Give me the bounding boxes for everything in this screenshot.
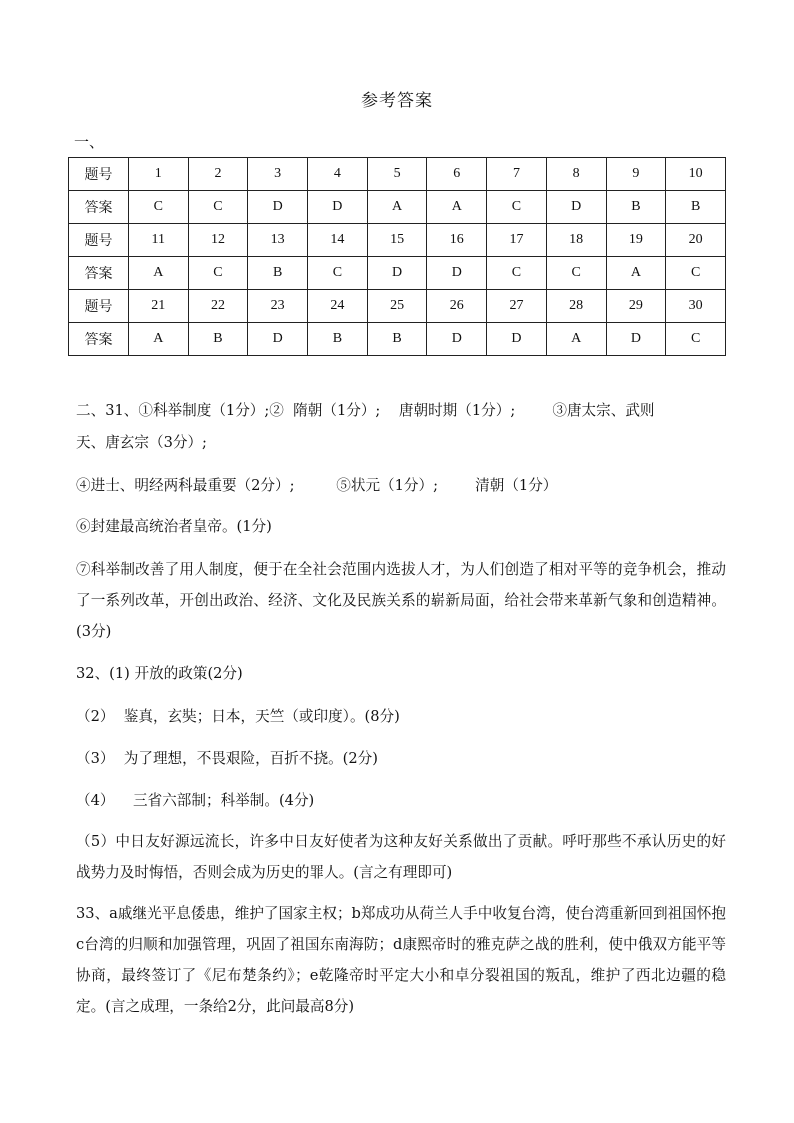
table-cell: 23 <box>248 290 308 323</box>
table-cell: C <box>308 257 368 290</box>
table-cell: A <box>128 323 188 356</box>
q32-line-3: （3） 为了理想，不畏艰险，百折不挠。(2分) <box>76 750 378 767</box>
table-cell: C <box>487 257 547 290</box>
table-cell: D <box>308 191 368 224</box>
table-cell: A <box>606 257 666 290</box>
table-cell: A <box>367 191 427 224</box>
table-cell: B <box>248 257 308 290</box>
table-cell: D <box>606 323 666 356</box>
table-cell: B <box>606 191 666 224</box>
table-cell: B <box>367 323 427 356</box>
table-cell: D <box>487 323 547 356</box>
table-cell: 15 <box>367 224 427 257</box>
q32-line-2: （2） 鉴真，玄奘；日本，天竺（或印度）。(8分) <box>76 708 400 725</box>
table-cell: A <box>546 323 606 356</box>
table-cell: B <box>666 191 726 224</box>
table-cell: 28 <box>546 290 606 323</box>
q32-line-4: （4） 三省六部制；科举制。(4分) <box>76 792 315 809</box>
q33-paragraph: 33、a戚继光平息倭患，维护了国家主权；b郑成功从荷兰人手中收复台湾，使台湾重新回到祖国怀抱 c台湾的归顺和加强管理，巩固了祖国东南海防；d康熙帝时的雅克萨之战的胜利，使中俄双方能平等协商，最终签订了《尼布楚条约》；e乾隆帝时平定大小和卓分裂祖国的叛乱，维护了西北边疆的稳定。(言之成理，一条给2分，此问最高8分) <box>76 905 726 1015</box>
table-cell: 14 <box>308 224 368 257</box>
table-cell: C <box>666 323 726 356</box>
row-header-cell: 题号 <box>69 158 129 191</box>
table-row <box>69 290 726 323</box>
table-cell: C <box>128 191 188 224</box>
table-cell: B <box>188 323 248 356</box>
table-cell: C <box>188 257 248 290</box>
table-cell: 25 <box>367 290 427 323</box>
section-one-label: 一、 <box>74 133 105 151</box>
table-cell: D <box>367 257 427 290</box>
table-cell: D <box>248 323 308 356</box>
table-cell: 3 <box>248 158 308 191</box>
table-cell: 1 <box>128 158 188 191</box>
row-header-cell: 题号 <box>69 224 129 257</box>
row-header-cell: 答案 <box>69 257 129 290</box>
q31-paragraph-7: ⑦科举制改善了用人制度，便于在全社会范围内选拔人才，为人们创造了相对平等的竞争机会，推动了一系列改革，开创出政治、经济、文化及民族关系的崭新局面，给社会带来革新气象和创造精神。(3分) <box>76 561 726 640</box>
table-cell: 2 <box>188 158 248 191</box>
table-cell: 16 <box>427 224 487 257</box>
row-header-cell: 答案 <box>69 323 129 356</box>
table-cell: 4 <box>308 158 368 191</box>
table-cell: D <box>427 257 487 290</box>
q31-line-2: 天、唐玄宗（3分）; <box>76 434 207 451</box>
row-header-cell: 题号 <box>69 290 129 323</box>
table-cell: 26 <box>427 290 487 323</box>
answer-table <box>68 157 726 356</box>
table-cell: 19 <box>606 224 666 257</box>
table-cell: 17 <box>487 224 547 257</box>
table-cell: D <box>427 323 487 356</box>
table-cell: 8 <box>546 158 606 191</box>
table-cell: 5 <box>367 158 427 191</box>
table-cell: 21 <box>128 290 188 323</box>
table-cell: 18 <box>546 224 606 257</box>
q31-line-3: ④进士、明经两科最重要（2分）; ⑤状元（1分）; 清朝（1分） <box>76 477 558 494</box>
table-cell: A <box>128 257 188 290</box>
table-cell: 7 <box>487 158 547 191</box>
table-cell: 9 <box>606 158 666 191</box>
table-cell: B <box>308 323 368 356</box>
table-cell: 24 <box>308 290 368 323</box>
table-cell: C <box>188 191 248 224</box>
table-cell: 11 <box>128 224 188 257</box>
q32-line-1: 32、(1) 开放的政策(2分) <box>76 665 243 682</box>
table-row <box>69 191 726 224</box>
table-row <box>69 158 726 191</box>
table-cell: 12 <box>188 224 248 257</box>
table-row <box>69 257 726 290</box>
table-cell: A <box>427 191 487 224</box>
table-row <box>69 323 726 356</box>
table-cell: 27 <box>487 290 547 323</box>
table-cell: C <box>546 257 606 290</box>
table-cell: 10 <box>666 158 726 191</box>
table-cell: 13 <box>248 224 308 257</box>
table-cell: D <box>546 191 606 224</box>
table-cell: C <box>666 257 726 290</box>
row-header-cell: 答案 <box>69 191 129 224</box>
table-cell: 29 <box>606 290 666 323</box>
q32-paragraph-5: （5）中日友好源远流长，许多中日友好使者为这种友好关系做出了贡献。呼吁那些不承认历史的好战势力及时悔悟，否则会成为历史的罪人。(言之有理即可) <box>76 833 726 881</box>
table-cell: 22 <box>188 290 248 323</box>
q31-line-4: ⑥封建最高统治者皇帝。(1分) <box>76 518 272 535</box>
table-cell: 30 <box>666 290 726 323</box>
table-cell: D <box>248 191 308 224</box>
table-cell: 6 <box>427 158 487 191</box>
table-cell: 20 <box>666 224 726 257</box>
table-cell: C <box>487 191 547 224</box>
page-title: 参考答案 <box>361 91 433 111</box>
table-row <box>69 224 726 257</box>
q31-line-1: 二、31、①科举制度（1分）;② 隋朝（1分）; 唐朝时期（1分）; ③唐太宗、武则 <box>76 402 655 419</box>
